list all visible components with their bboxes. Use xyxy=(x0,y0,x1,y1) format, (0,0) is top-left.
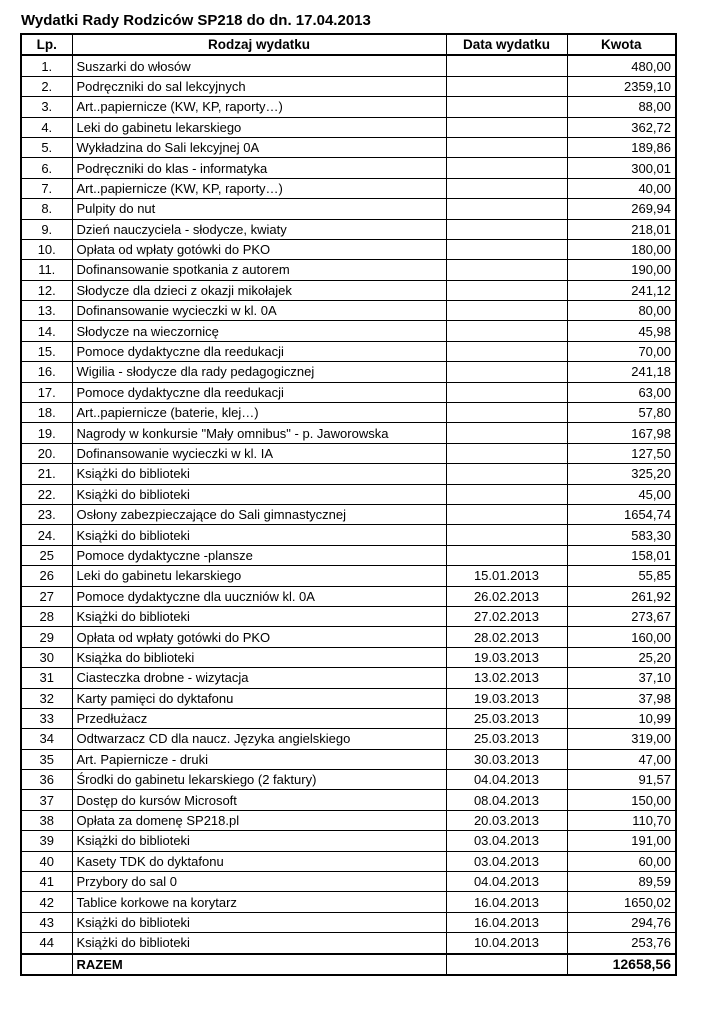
row-lp: 30 xyxy=(21,647,72,667)
row-description: Podręczniki do sal lekcyjnych xyxy=(72,76,446,96)
table-row xyxy=(21,55,676,76)
row-amount: 300,01 xyxy=(567,158,676,178)
table-body xyxy=(21,55,676,953)
row-amount: 269,94 xyxy=(567,199,676,219)
row-description: Nagrody w konkursie "Mały omnibus" - p. Jaworowska xyxy=(72,423,446,443)
row-lp: 18. xyxy=(21,403,72,423)
row-lp: 2. xyxy=(21,76,72,96)
table-row xyxy=(21,831,676,851)
table-row xyxy=(21,545,676,565)
table-row xyxy=(21,708,676,728)
table-row xyxy=(21,260,676,280)
row-amount: 55,85 xyxy=(567,566,676,586)
row-description: Osłony zabezpieczające do Sali gimnastycznej xyxy=(72,504,446,524)
row-amount: 1650,02 xyxy=(567,892,676,912)
row-lp: 16. xyxy=(21,362,72,382)
row-description: Dofinansowanie wycieczki w kl. IA xyxy=(72,443,446,463)
table-row xyxy=(21,178,676,198)
table-row xyxy=(21,504,676,524)
table-row xyxy=(21,688,676,708)
row-lp: 33 xyxy=(21,708,72,728)
row-date: 04.04.2013 xyxy=(446,872,567,892)
row-amount: 241,18 xyxy=(567,362,676,382)
table-header xyxy=(21,34,676,55)
row-amount: 25,20 xyxy=(567,647,676,667)
row-description: Art..papiernicze (KW, KP, raporty…) xyxy=(72,97,446,117)
row-date xyxy=(446,464,567,484)
table-row xyxy=(21,912,676,932)
row-lp: 1. xyxy=(21,55,72,76)
row-date: 03.04.2013 xyxy=(446,851,567,871)
row-date xyxy=(446,362,567,382)
row-lp: 43 xyxy=(21,912,72,932)
row-amount: 80,00 xyxy=(567,301,676,321)
row-lp: 9. xyxy=(21,219,72,239)
row-amount: 1654,74 xyxy=(567,504,676,524)
row-lp: 38 xyxy=(21,810,72,830)
table-row xyxy=(21,749,676,769)
row-lp: 28 xyxy=(21,606,72,626)
row-lp: 21. xyxy=(21,464,72,484)
total-row xyxy=(21,954,676,975)
row-lp: 42 xyxy=(21,892,72,912)
row-date: 20.03.2013 xyxy=(446,810,567,830)
row-amount: 158,01 xyxy=(567,545,676,565)
table-row xyxy=(21,137,676,157)
row-description: Przedłużacz xyxy=(72,708,446,728)
row-date xyxy=(446,382,567,402)
table-row xyxy=(21,933,676,954)
table-row xyxy=(21,382,676,402)
row-amount: 40,00 xyxy=(567,178,676,198)
row-amount: 88,00 xyxy=(567,97,676,117)
row-description: Pomoce dydaktyczne dla reedukacji xyxy=(72,341,446,361)
table-row xyxy=(21,117,676,137)
row-amount: 480,00 xyxy=(567,55,676,76)
row-date xyxy=(446,97,567,117)
row-date: 16.04.2013 xyxy=(446,892,567,912)
row-description: Książki do biblioteki xyxy=(72,606,446,626)
row-description: Karty pamięci do dyktafonu xyxy=(72,688,446,708)
row-lp: 37 xyxy=(21,790,72,810)
row-description: Pulpity do nut xyxy=(72,199,446,219)
row-amount: 167,98 xyxy=(567,423,676,443)
table-row xyxy=(21,790,676,810)
row-date xyxy=(446,178,567,198)
row-description: Pomoce dydaktyczne -plansze xyxy=(72,545,446,565)
row-amount: 47,00 xyxy=(567,749,676,769)
row-date xyxy=(446,423,567,443)
row-amount: 150,00 xyxy=(567,790,676,810)
row-amount: 325,20 xyxy=(567,464,676,484)
row-description: Książki do biblioteki xyxy=(72,525,446,545)
row-description: Książka do biblioteki xyxy=(72,647,446,667)
row-date: 27.02.2013 xyxy=(446,606,567,626)
table-row xyxy=(21,219,676,239)
row-amount: 45,00 xyxy=(567,484,676,504)
row-date xyxy=(446,219,567,239)
row-amount: 63,00 xyxy=(567,382,676,402)
row-lp: 25 xyxy=(21,545,72,565)
row-amount: 253,76 xyxy=(567,933,676,954)
total-amount: 12658,56 xyxy=(567,954,676,975)
table-row xyxy=(21,606,676,626)
row-date xyxy=(446,341,567,361)
row-lp: 5. xyxy=(21,137,72,157)
table-row xyxy=(21,647,676,667)
row-amount: 91,57 xyxy=(567,770,676,790)
row-amount: 60,00 xyxy=(567,851,676,871)
row-description: Leki do gabinetu lekarskiego xyxy=(72,566,446,586)
row-lp: 7. xyxy=(21,178,72,198)
row-lp: 29 xyxy=(21,627,72,647)
table-row xyxy=(21,770,676,790)
row-date xyxy=(446,76,567,96)
row-amount: 362,72 xyxy=(567,117,676,137)
row-description: Książki do biblioteki xyxy=(72,484,446,504)
row-date xyxy=(446,137,567,157)
row-amount: 273,67 xyxy=(567,606,676,626)
row-description: Opłata od wpłaty gotówki do PKO xyxy=(72,239,446,259)
row-date: 19.03.2013 xyxy=(446,647,567,667)
row-amount: 127,50 xyxy=(567,443,676,463)
table-row xyxy=(21,280,676,300)
table-row xyxy=(21,668,676,688)
row-description: Art..papiernicze (KW, KP, raporty…) xyxy=(72,178,446,198)
row-date: 03.04.2013 xyxy=(446,831,567,851)
row-lp: 19. xyxy=(21,423,72,443)
row-amount: 261,92 xyxy=(567,586,676,606)
expenses-table xyxy=(20,33,677,976)
row-lp: 17. xyxy=(21,382,72,402)
table-row xyxy=(21,443,676,463)
row-amount: 57,80 xyxy=(567,403,676,423)
table-row xyxy=(21,464,676,484)
row-description: Środki do gabinetu lekarskiego (2 faktury) xyxy=(72,770,446,790)
row-lp: 23. xyxy=(21,504,72,524)
row-description: Leki do gabinetu lekarskiego xyxy=(72,117,446,137)
total-lp-cell xyxy=(21,954,72,975)
table-row xyxy=(21,810,676,830)
table-row xyxy=(21,484,676,504)
table-footer xyxy=(21,954,676,975)
row-description: Art..papiernicze (baterie, klej…) xyxy=(72,403,446,423)
header-date: Data wydatku xyxy=(446,34,567,55)
row-description: Dofinansowanie wycieczki w kl. 0A xyxy=(72,301,446,321)
row-description: Opłata od wpłaty gotówki do PKO xyxy=(72,627,446,647)
table-row xyxy=(21,321,676,341)
row-date xyxy=(446,504,567,524)
row-date: 25.03.2013 xyxy=(446,708,567,728)
row-date: 13.02.2013 xyxy=(446,668,567,688)
row-description: Książki do biblioteki xyxy=(72,831,446,851)
table-row xyxy=(21,525,676,545)
table-row xyxy=(21,158,676,178)
row-amount: 37,10 xyxy=(567,668,676,688)
table-row xyxy=(21,199,676,219)
row-date: 30.03.2013 xyxy=(446,749,567,769)
row-lp: 14. xyxy=(21,321,72,341)
row-amount: 241,12 xyxy=(567,280,676,300)
row-date xyxy=(446,403,567,423)
row-date xyxy=(446,158,567,178)
row-amount: 583,30 xyxy=(567,525,676,545)
row-lp: 36 xyxy=(21,770,72,790)
table-row xyxy=(21,851,676,871)
row-lp: 6. xyxy=(21,158,72,178)
row-date: 16.04.2013 xyxy=(446,912,567,932)
row-lp: 12. xyxy=(21,280,72,300)
row-description: Dzień nauczyciela - słodycze, kwiaty xyxy=(72,219,446,239)
row-amount: 70,00 xyxy=(567,341,676,361)
row-lp: 15. xyxy=(21,341,72,361)
table-row xyxy=(21,341,676,361)
row-lp: 41 xyxy=(21,872,72,892)
table-row xyxy=(21,892,676,912)
row-lp: 34 xyxy=(21,729,72,749)
row-date: 15.01.2013 xyxy=(446,566,567,586)
row-description: Ciasteczka drobne - wizytacja xyxy=(72,668,446,688)
row-amount: 190,00 xyxy=(567,260,676,280)
row-date xyxy=(446,545,567,565)
row-date xyxy=(446,525,567,545)
row-description: Książki do biblioteki xyxy=(72,464,446,484)
row-lp: 24. xyxy=(21,525,72,545)
row-lp: 10. xyxy=(21,239,72,259)
row-description: Książki do biblioteki xyxy=(72,933,446,954)
row-date xyxy=(446,117,567,137)
row-date: 10.04.2013 xyxy=(446,933,567,954)
row-date: 08.04.2013 xyxy=(446,790,567,810)
row-lp: 40 xyxy=(21,851,72,871)
row-amount: 191,00 xyxy=(567,831,676,851)
row-lp: 31 xyxy=(21,668,72,688)
table-row xyxy=(21,729,676,749)
row-date xyxy=(446,55,567,76)
row-lp: 20. xyxy=(21,443,72,463)
row-description: Wigilia - słodycze dla rady pedagogicznej xyxy=(72,362,446,382)
row-date: 28.02.2013 xyxy=(446,627,567,647)
row-date xyxy=(446,239,567,259)
table-row xyxy=(21,301,676,321)
header-lp: Lp. xyxy=(21,34,72,55)
row-description: Przybory do sal 0 xyxy=(72,872,446,892)
row-description: Książki do biblioteki xyxy=(72,912,446,932)
row-lp: 8. xyxy=(21,199,72,219)
total-label: RAZEM xyxy=(72,954,446,975)
row-lp: 35 xyxy=(21,749,72,769)
row-description: Dostęp do kursów Microsoft xyxy=(72,790,446,810)
row-date: 04.04.2013 xyxy=(446,770,567,790)
row-amount: 45,98 xyxy=(567,321,676,341)
row-amount: 189,86 xyxy=(567,137,676,157)
row-amount: 110,70 xyxy=(567,810,676,830)
row-date xyxy=(446,321,567,341)
row-amount: 218,01 xyxy=(567,219,676,239)
row-lp: 27 xyxy=(21,586,72,606)
row-amount: 180,00 xyxy=(567,239,676,259)
row-lp: 44 xyxy=(21,933,72,954)
header-amount: Kwota xyxy=(567,34,676,55)
row-description: Słodycze dla dzieci z okazji mikołajek xyxy=(72,280,446,300)
row-amount: 37,98 xyxy=(567,688,676,708)
row-description: Suszarki do włosów xyxy=(72,55,446,76)
row-lp: 32 xyxy=(21,688,72,708)
row-date xyxy=(446,301,567,321)
row-lp: 26 xyxy=(21,566,72,586)
row-description: Dofinansowanie spotkania z autorem xyxy=(72,260,446,280)
table-row xyxy=(21,97,676,117)
row-lp: 39 xyxy=(21,831,72,851)
table-row xyxy=(21,362,676,382)
row-amount: 160,00 xyxy=(567,627,676,647)
row-description: Pomoce dydaktyczne dla reedukacji xyxy=(72,382,446,402)
row-description: Art. Papiernicze - druki xyxy=(72,749,446,769)
row-description: Odtwarzacz CD dla naucz. Języka angielskiego xyxy=(72,729,446,749)
row-amount: 10,99 xyxy=(567,708,676,728)
row-lp: 4. xyxy=(21,117,72,137)
row-date xyxy=(446,280,567,300)
row-lp: 22. xyxy=(21,484,72,504)
table-row xyxy=(21,566,676,586)
row-amount: 319,00 xyxy=(567,729,676,749)
table-row xyxy=(21,627,676,647)
row-description: Wykładzina do Sali lekcyjnej 0A xyxy=(72,137,446,157)
row-description: Tablice korkowe na korytarz xyxy=(72,892,446,912)
header-type: Rodzaj wydatku xyxy=(72,34,446,55)
row-description: Opłata za domenę SP218.pl xyxy=(72,810,446,830)
row-date xyxy=(446,484,567,504)
row-description: Podręczniki do klas - informatyka xyxy=(72,158,446,178)
total-date-cell xyxy=(446,954,567,975)
table-row xyxy=(21,872,676,892)
row-lp: 13. xyxy=(21,301,72,321)
table-row xyxy=(21,403,676,423)
row-description: Kasety TDK do dyktafonu xyxy=(72,851,446,871)
table-row xyxy=(21,586,676,606)
row-date: 25.03.2013 xyxy=(446,729,567,749)
row-lp: 3. xyxy=(21,97,72,117)
row-amount: 89,59 xyxy=(567,872,676,892)
row-description: Słodycze na wieczornicę xyxy=(72,321,446,341)
row-date: 19.03.2013 xyxy=(446,688,567,708)
row-date xyxy=(446,260,567,280)
row-amount: 2359,10 xyxy=(567,76,676,96)
table-row xyxy=(21,76,676,96)
row-date: 26.02.2013 xyxy=(446,586,567,606)
table-row xyxy=(21,423,676,443)
row-description: Pomoce dydaktyczne dla uuczniów kl. 0A xyxy=(72,586,446,606)
page-title: Wydatki Rady Rodziców SP218 do dn. 17.04.2013 xyxy=(21,12,371,29)
table-row xyxy=(21,239,676,259)
row-date xyxy=(446,443,567,463)
row-lp: 11. xyxy=(21,260,72,280)
row-date xyxy=(446,199,567,219)
row-amount: 294,76 xyxy=(567,912,676,932)
